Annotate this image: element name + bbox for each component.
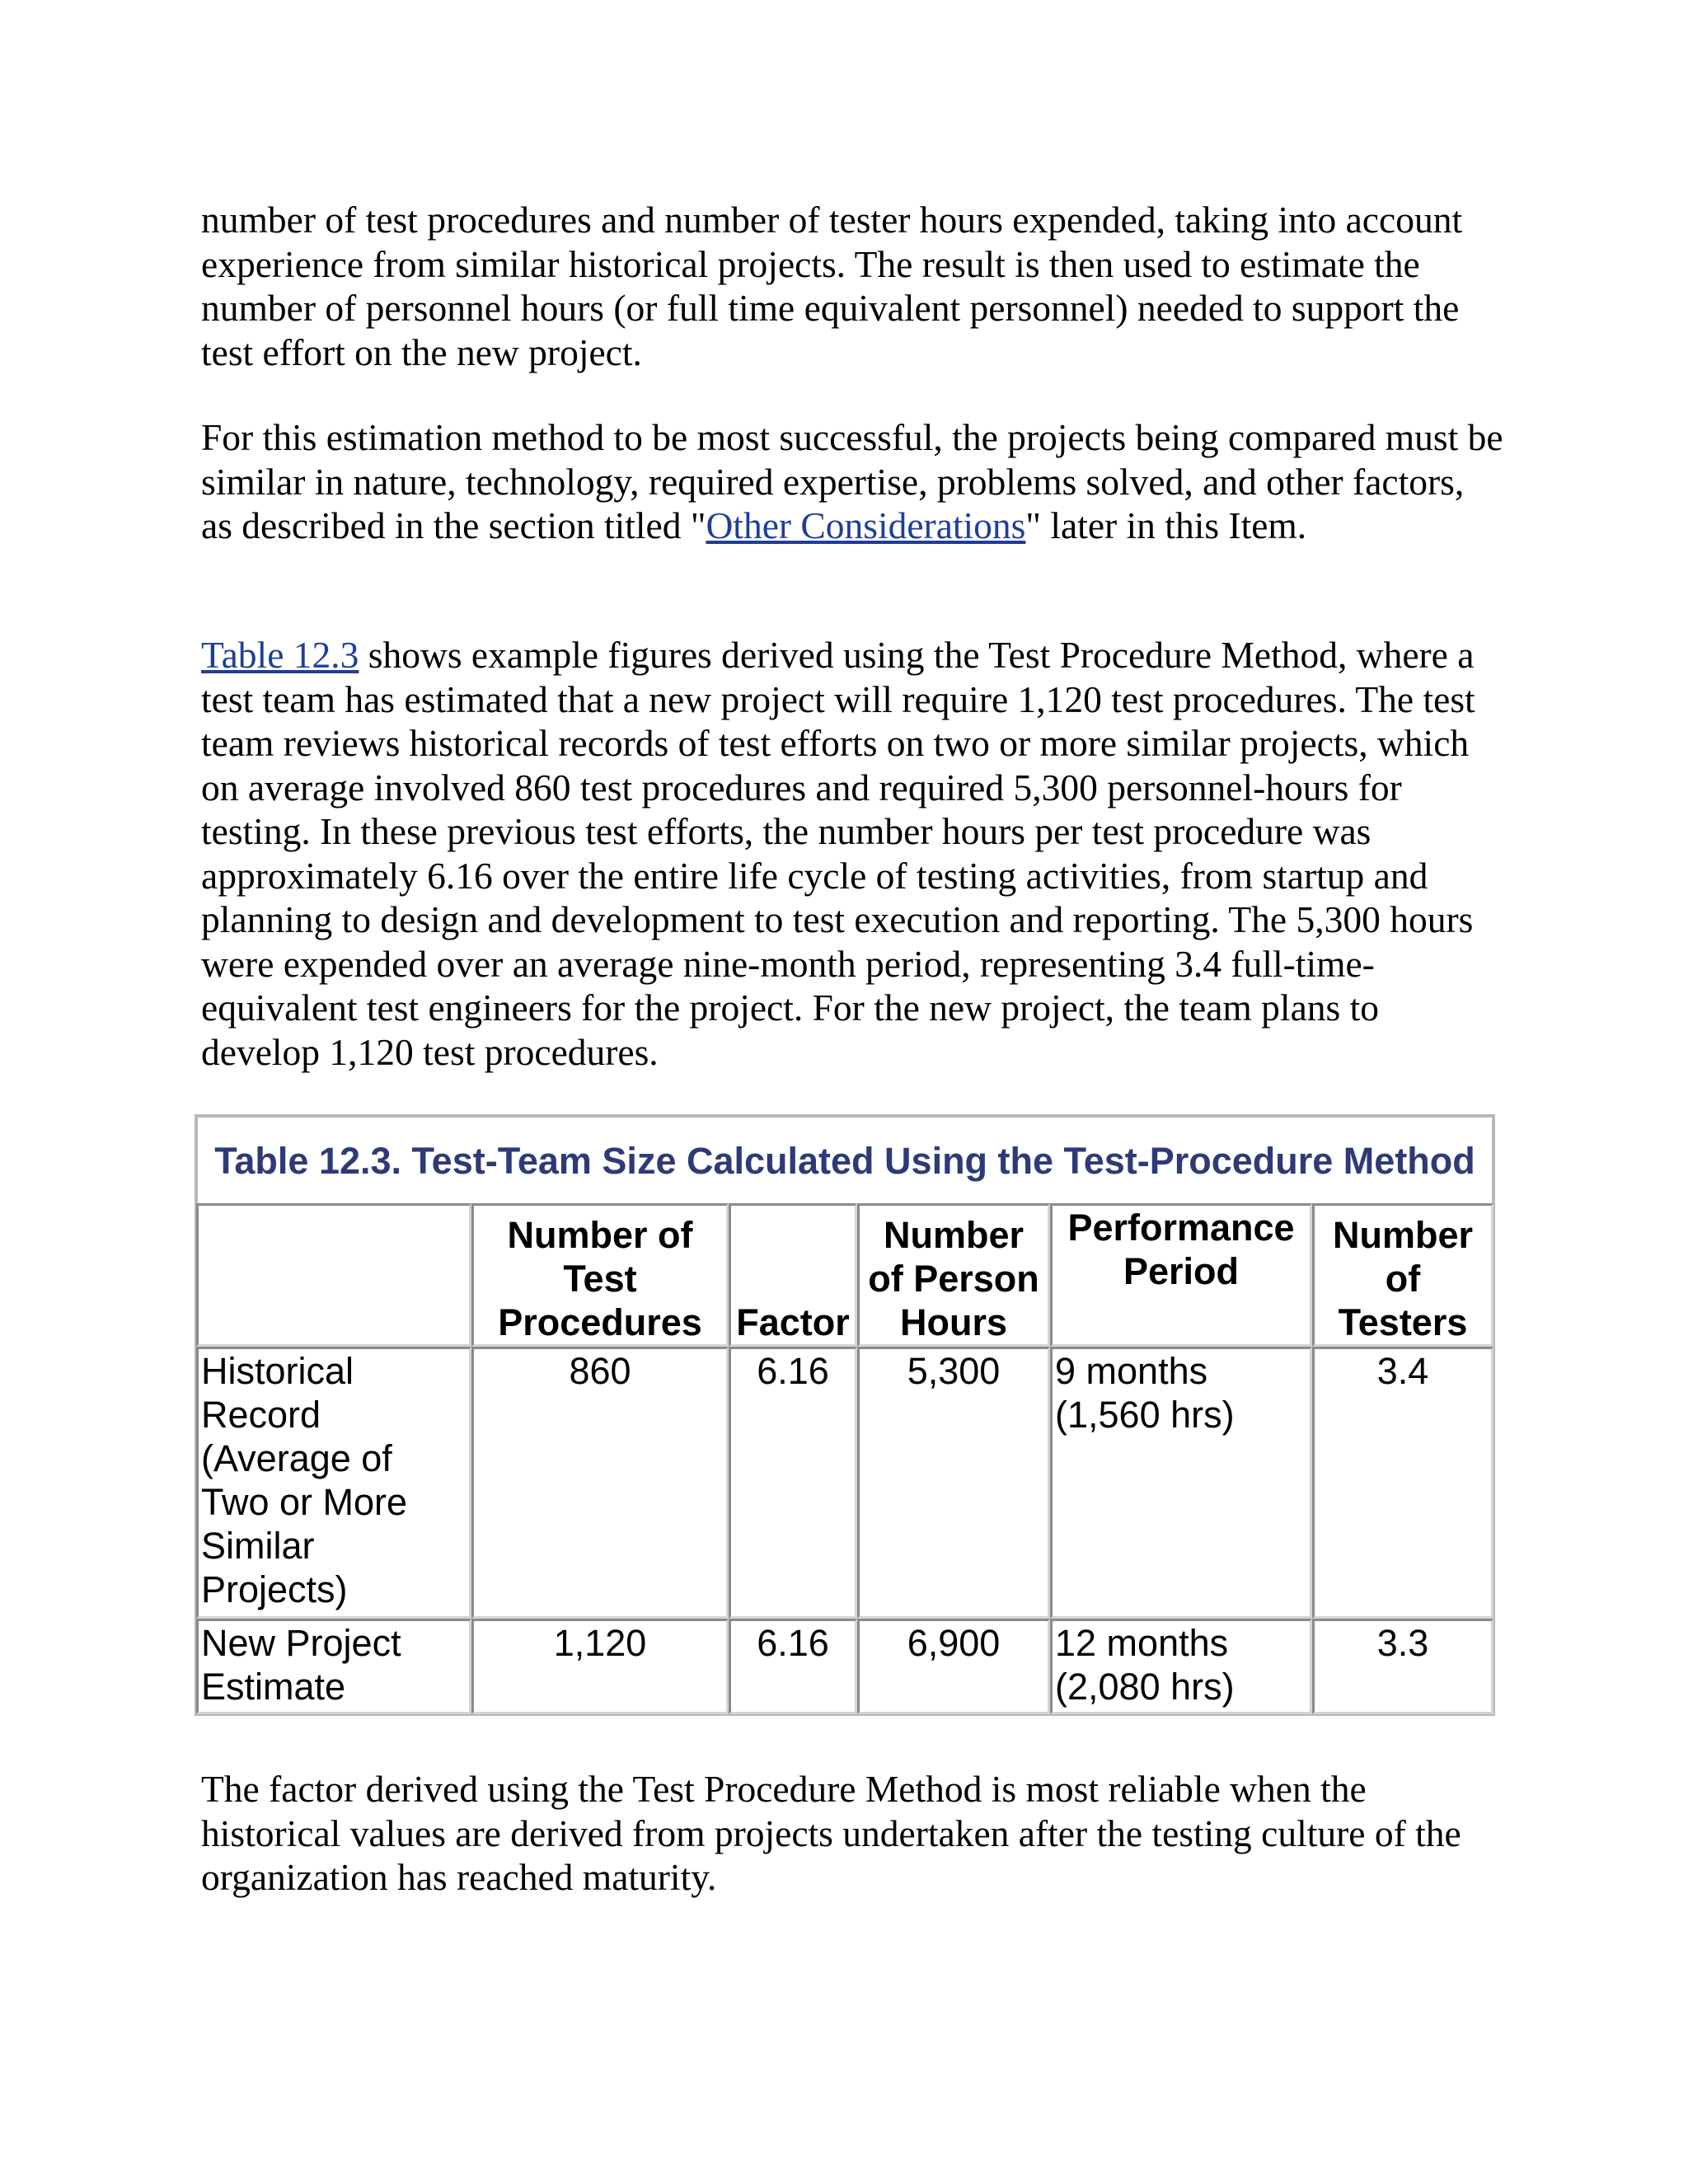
- paragraph-similarity-text-end: " later in this Item.: [1025, 504, 1307, 546]
- cell-performance-period: 9 months (1,560 hrs): [1050, 1347, 1312, 1619]
- table-12-3: [195, 1114, 1495, 1716]
- cell-test-procedures: 1,120: [471, 1619, 729, 1714]
- cell-person-hours: 6,900: [857, 1619, 1050, 1714]
- header-factor: Factor: [729, 1203, 857, 1347]
- other-considerations-link[interactable]: Other Considerations: [706, 504, 1026, 546]
- table-row: [196, 1619, 1493, 1714]
- paragraph-similarity-text-start: For this estimation method to be most successful, the projects being compared must be similar in nature, technology, required expertise, problems solved, and other factors, as described in the section titled ": [201, 416, 1503, 546]
- cell-person-hours: 5,300: [857, 1347, 1050, 1619]
- paragraph-intro: number of test procedures and number of tester hours expended, taking into account experience from similar historical projects. The result is then used to estimate the number of personnel hours (or full time equivalent personnel) needed to support the test effort on the new project.: [201, 199, 1463, 373]
- header-performance-period: Performance Period: [1050, 1203, 1312, 1347]
- paragraph-conclusion: The factor derived using the Test Procedure Method is most reliable when the historical values are derived from projects undertaken after the testing culture of the organization has reached maturity.: [201, 1768, 1461, 1898]
- paragraph-similarity: [201, 415, 1503, 548]
- table-12-3-link[interactable]: Table 12.3: [201, 634, 359, 676]
- cell-performance-period: 12 months (2,080 hrs): [1050, 1619, 1312, 1714]
- table-caption: Table 12.3. Test-Team Size Calculated Using the Test-Procedure Method: [196, 1116, 1493, 1203]
- cell-testers: 3.4: [1312, 1347, 1493, 1619]
- cell-factor: 6.16: [729, 1619, 857, 1714]
- cell-test-procedures: 860: [471, 1347, 729, 1619]
- header-number-of-test-procedures: Number of Test Procedures: [471, 1203, 729, 1347]
- row-label-historical: Historical Record (Average of Two or More Similar Projects): [196, 1347, 471, 1619]
- paragraph-table-explanation-text: shows example figures derived using the Test Procedure Method, where a test team has estimated that a new project will require 1,120 test procedures. The test team reviews historical records of test efforts on two or more similar projects, which on average involved 860 test procedures and required 5,300 personnel-hours for testing. In these previous test efforts, the number hours per test procedure was approximately 6.16 over the entire life cycle of testing activities, from startup and planning to design and development to test execution and reporting. The 5,300 hours were expended over an average nine-month period, representing 3.4 full-time-equivalent test engineers for the project. For the new project, the team plans to develop 1,120 test procedures.: [201, 634, 1475, 1073]
- paragraph-table-explanation: [201, 633, 1503, 1074]
- header-number-of-testers: Number of Testers: [1312, 1203, 1493, 1347]
- table-row: [196, 1347, 1493, 1619]
- header-row-label: [196, 1203, 471, 1347]
- row-label-new-project: New Project Estimate: [196, 1619, 471, 1714]
- cell-testers: 3.3: [1312, 1619, 1493, 1714]
- cell-factor: 6.16: [729, 1347, 857, 1619]
- header-number-of-person-hours: Number of Person Hours: [857, 1203, 1050, 1347]
